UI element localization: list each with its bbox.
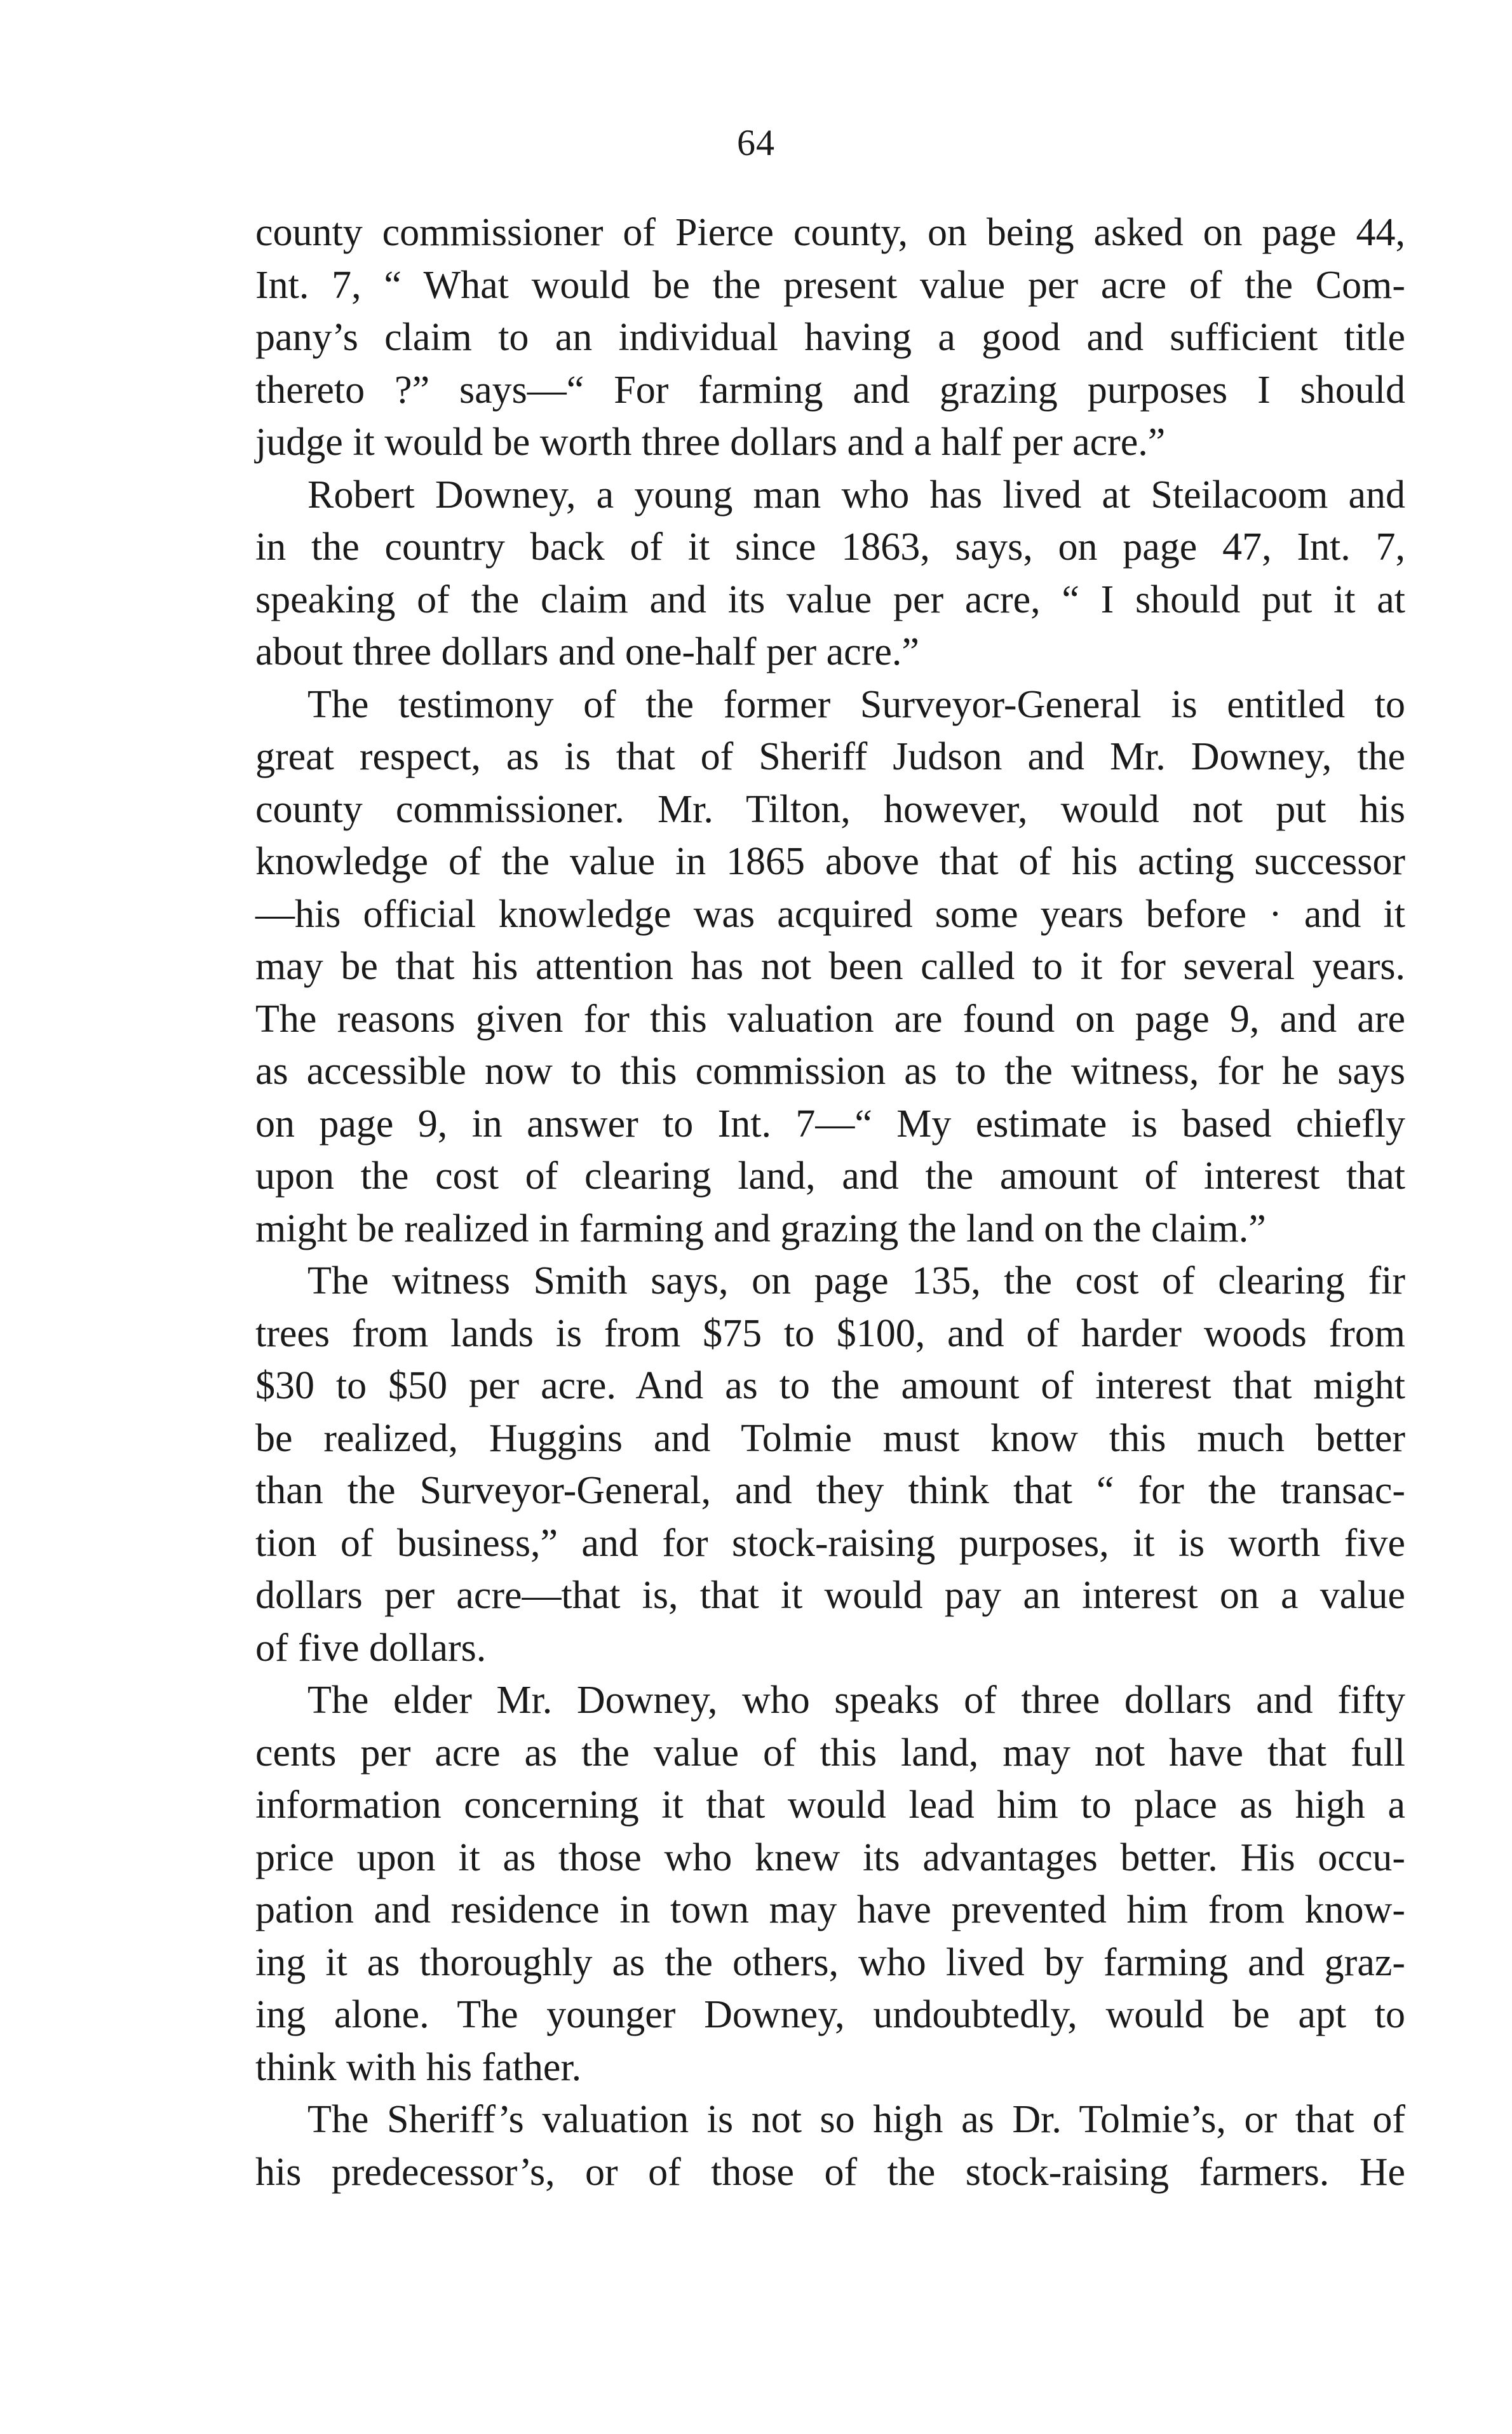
text-line: tion of business,” and for stock-raising purposes, it is worth five — [255, 1521, 1405, 1565]
text-line: judge it would be worth three dollars and a half per acre.” — [255, 421, 1166, 464]
text-line: be realized, Huggins and Tolmie must know this much better — [255, 1416, 1405, 1460]
paragraph — [255, 1674, 1405, 2093]
text-line: may be that his attention has not been called to it for several years. — [255, 945, 1405, 988]
text-line: ing it as thoroughly as the others, who lived by farming and graz- — [255, 1940, 1405, 1984]
paragraph — [255, 2093, 1405, 2198]
text-line: county commissioner. Mr. Tilton, however, would not put his — [255, 787, 1405, 831]
text-line: county commissioner of Pierce county, on being asked on page 44, — [255, 211, 1405, 254]
text-line: Int. 7, “ What would be the present value per acre of the Com- — [255, 263, 1405, 307]
paragraph — [255, 1255, 1405, 1674]
text-line: trees from lands is from $75 to $100, and of harder woods from — [255, 1311, 1405, 1355]
text-line: Robert Downey, a young man who has lived at Steilacoom and — [307, 473, 1405, 517]
text-line: in the country back of it since 1863, says, on page 47, Int. 7, — [255, 525, 1405, 569]
text-line: pation and residence in town may have prevented him from know- — [255, 1888, 1405, 1931]
text-line: $30 to $50 per acre. And as to the amount of interest that might — [255, 1364, 1405, 1407]
text-line: of five dollars. — [255, 1626, 487, 1670]
text-line: price upon it as those who knew its advantages better. His occu- — [255, 1836, 1405, 1879]
paragraph — [255, 679, 1405, 1255]
text-line: think with his father. — [255, 2045, 582, 2089]
text-line: The testimony of the former Surveyor-General is entitled to — [307, 682, 1405, 726]
text-line: knowledge of the value in 1865 above that of his acting successor — [255, 840, 1405, 883]
text-line: upon the cost of clearing land, and the amount of interest that — [255, 1154, 1405, 1198]
text-line: The elder Mr. Downey, who speaks of three dollars and fifty — [307, 1679, 1405, 1722]
text-line: The witness Smith says, on page 135, the cost of clearing fir — [307, 1259, 1405, 1302]
text-line: dollars per acre—that is, that it would pay an interest on a value — [255, 1574, 1405, 1617]
text-line: pany’s claim to an individual having a good and sufficient title — [255, 316, 1405, 359]
text-line: ing alone. The younger Downey, undoubtedly, would be apt to — [255, 1993, 1405, 2036]
paragraph — [255, 469, 1405, 679]
page-number: 64 — [737, 122, 775, 163]
text-line: thereto ?” says—“ For farming and grazing purposes I should — [255, 368, 1405, 412]
text-line: speaking of the claim and its value per acre, “ I should put it at — [255, 578, 1405, 621]
text-line: as accessible now to this commission as to the witness, for he says — [255, 1050, 1405, 1093]
text-line: cents per acre as the value of this land, may not have that full — [255, 1731, 1405, 1775]
paragraph — [255, 206, 1405, 469]
body-text — [255, 206, 1405, 2198]
text-line: might be realized in farming and grazing the land on the claim.” — [255, 1207, 1266, 1250]
text-line: his predecessor’s, or of those of the stock-raising farmers. He — [255, 2150, 1405, 2194]
text-line: about three dollars and one-half per acre.” — [255, 630, 919, 673]
text-line: than the Surveyor-General, and they think that “ for the transac- — [255, 1469, 1405, 1512]
text-line: on page 9, in answer to Int. 7—“ My estimate is based chiefly — [255, 1102, 1405, 1146]
text-line: The Sheriff’s valuation is not so high as Dr. Tolmie’s, or that of — [307, 2098, 1405, 2141]
text-line: information concerning it that would lead him to place as high a — [255, 1783, 1405, 1827]
text-line: The reasons given for this valuation are found on page 9, and are — [255, 997, 1405, 1041]
text-line: great respect, as is that of Sheriff Judson and Mr. Downey, the — [255, 735, 1405, 778]
text-line: —his official knowledge was acquired some years before · and it — [255, 892, 1405, 936]
